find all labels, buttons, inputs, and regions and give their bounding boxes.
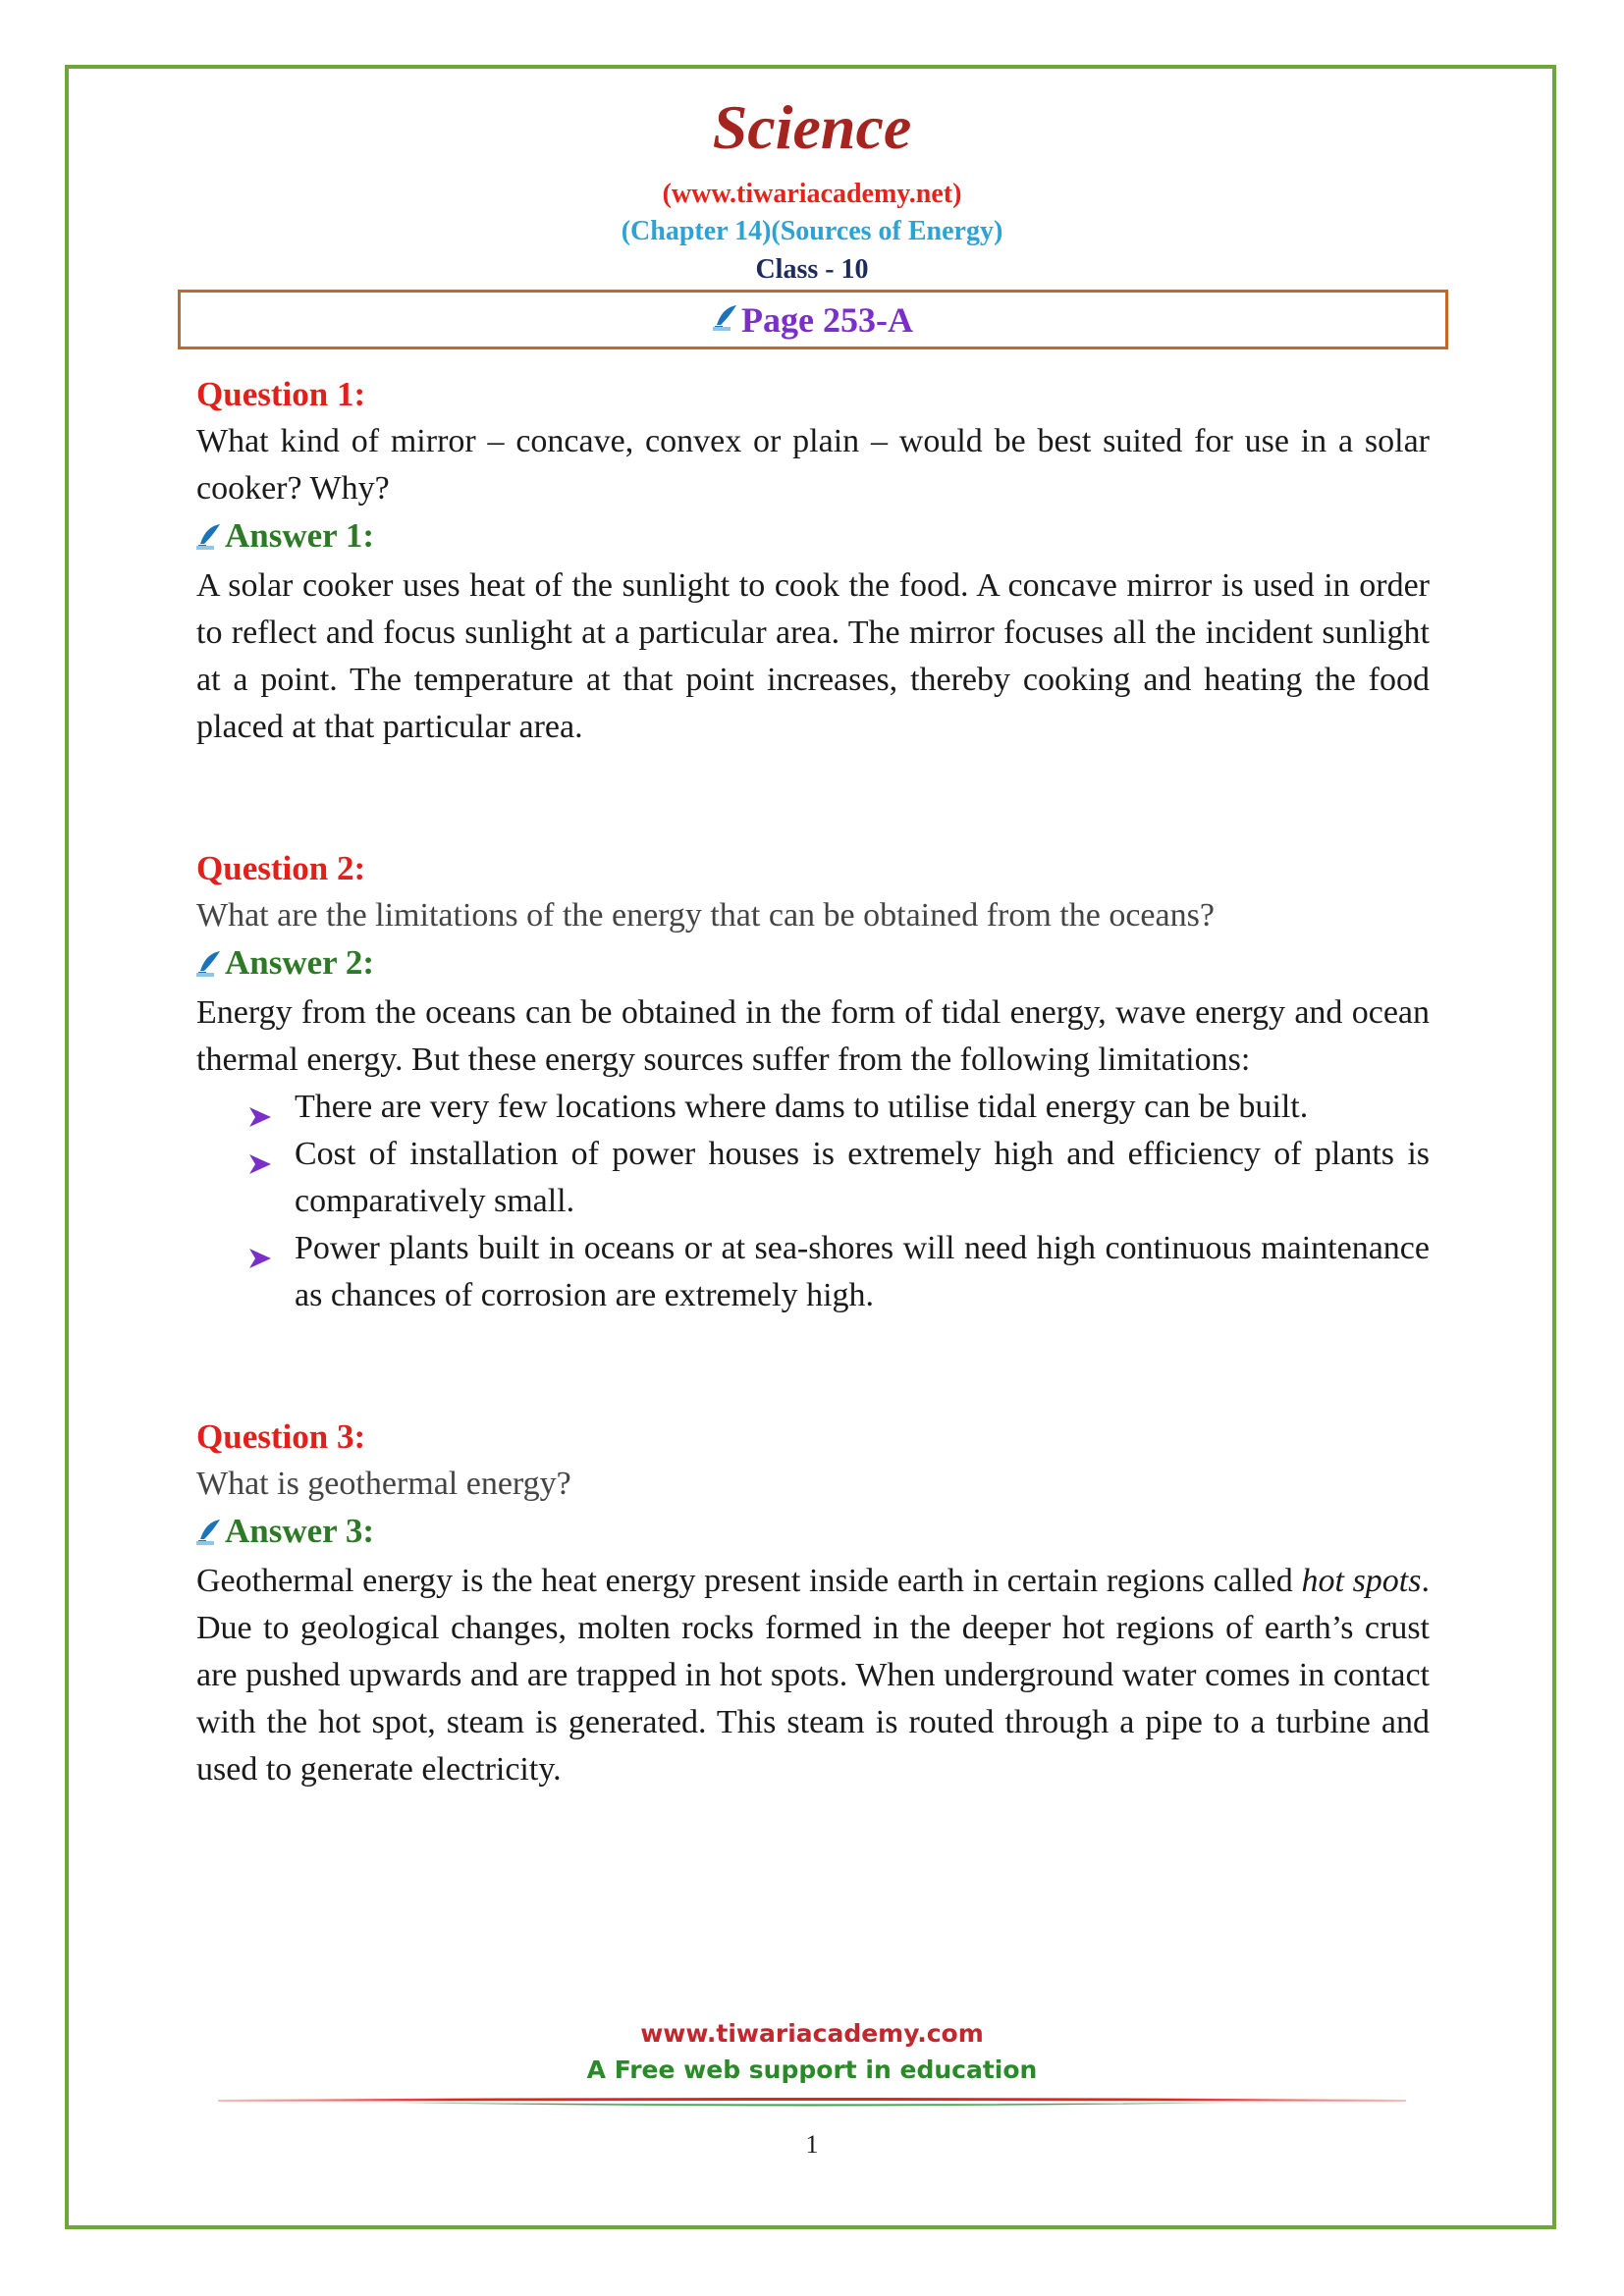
answer-2-label [196,939,1430,989]
footer-tagline: A Free web support in education [586,2056,1038,2084]
question-1-label: Question 1: [196,375,366,413]
answer-3-text [196,1558,1430,1793]
answer-3-italic-term: hot spots [1301,1562,1422,1599]
content [196,371,1430,1793]
list-item [196,1131,1430,1225]
footer-site: www.tiwariacademy.com [640,2019,984,2048]
question-2-text: What are the limitations of the energy that can be obtained from the oceans? [196,896,1215,934]
answer-3-text-rest: . Due to geological changes, molten rocks formed in the deeper hot regions of earth’s crust are pushed upwards and are trapped in hot spots. When underground water comes in contact with the hot spot, steam is generated. This steam is routed through a pipe to a turbine and used to generate electricity. [196,1562,1430,1788]
pen-icon [196,1511,222,1558]
spacer [196,751,1430,845]
page-label-box [178,290,1448,349]
list-item-text: Cost of installation of power houses is extremely high and efficiency of plants is comparatively small. [295,1135,1430,1219]
arrow-bullet-icon [247,1237,273,1284]
question-3-text: What is geothermal energy? [196,1465,571,1502]
pen-icon [713,303,738,336]
answer-2-text: Energy from the oceans can be obtained in the form of tidal energy, wave energy and ocean thermal energy. But these energy sources suffer from the following limitations: [196,993,1430,1078]
page-title: Science [712,92,912,162]
answer-3-label-text: Answer 3: [225,1511,374,1550]
question-1-text: What kind of mirror – concave, convex or plain – would be best suited for use in a solar cooker? Why? [196,423,1430,507]
page-number: 1 [805,2130,819,2159]
spacer [196,1319,1430,1414]
page-label: Page 253-A [741,299,913,340]
header-chapter: (Chapter 14)(Sources of Energy) [621,216,1003,246]
arrow-bullet-icon [247,1143,273,1190]
question-2-label: Question 2: [196,848,366,887]
answer-1-text: A solar cooker uses heat of the sunlight to cook the food. A concave mirror is used in order to reflect and focus sunlight at a particular area. The mirror focuses all the incident sunlight at a point. The temperature at that point increases, thereby cooking and heating the food placed at that particular area. [196,566,1430,745]
list-item-text: There are very few locations where dams to utilise tidal energy can be built. [295,1088,1309,1125]
answer-2-label-text: Answer 2: [225,942,374,982]
pen-icon [196,515,222,562]
answer-3-text-start: Geothermal energy is the heat energy present inside earth in certain regions called [196,1562,1302,1599]
answer-1-label-text: Answer 1: [225,516,374,555]
limitations-list [196,1084,1430,1319]
pen-icon [196,942,222,989]
footer-divider [218,2096,1406,2109]
list-item-text: Power plants built in oceans or at sea-shores will need high continuous maintenance as chances of corrosion are extremely high. [295,1229,1430,1313]
list-item [196,1225,1430,1319]
answer-3-label [196,1508,1430,1558]
list-item [196,1084,1430,1131]
answer-1-label [196,512,1430,562]
question-3-label: Question 3: [196,1416,366,1456]
header-site: (www.tiwariacademy.net) [662,179,962,209]
header-class: Class - 10 [755,254,869,285]
